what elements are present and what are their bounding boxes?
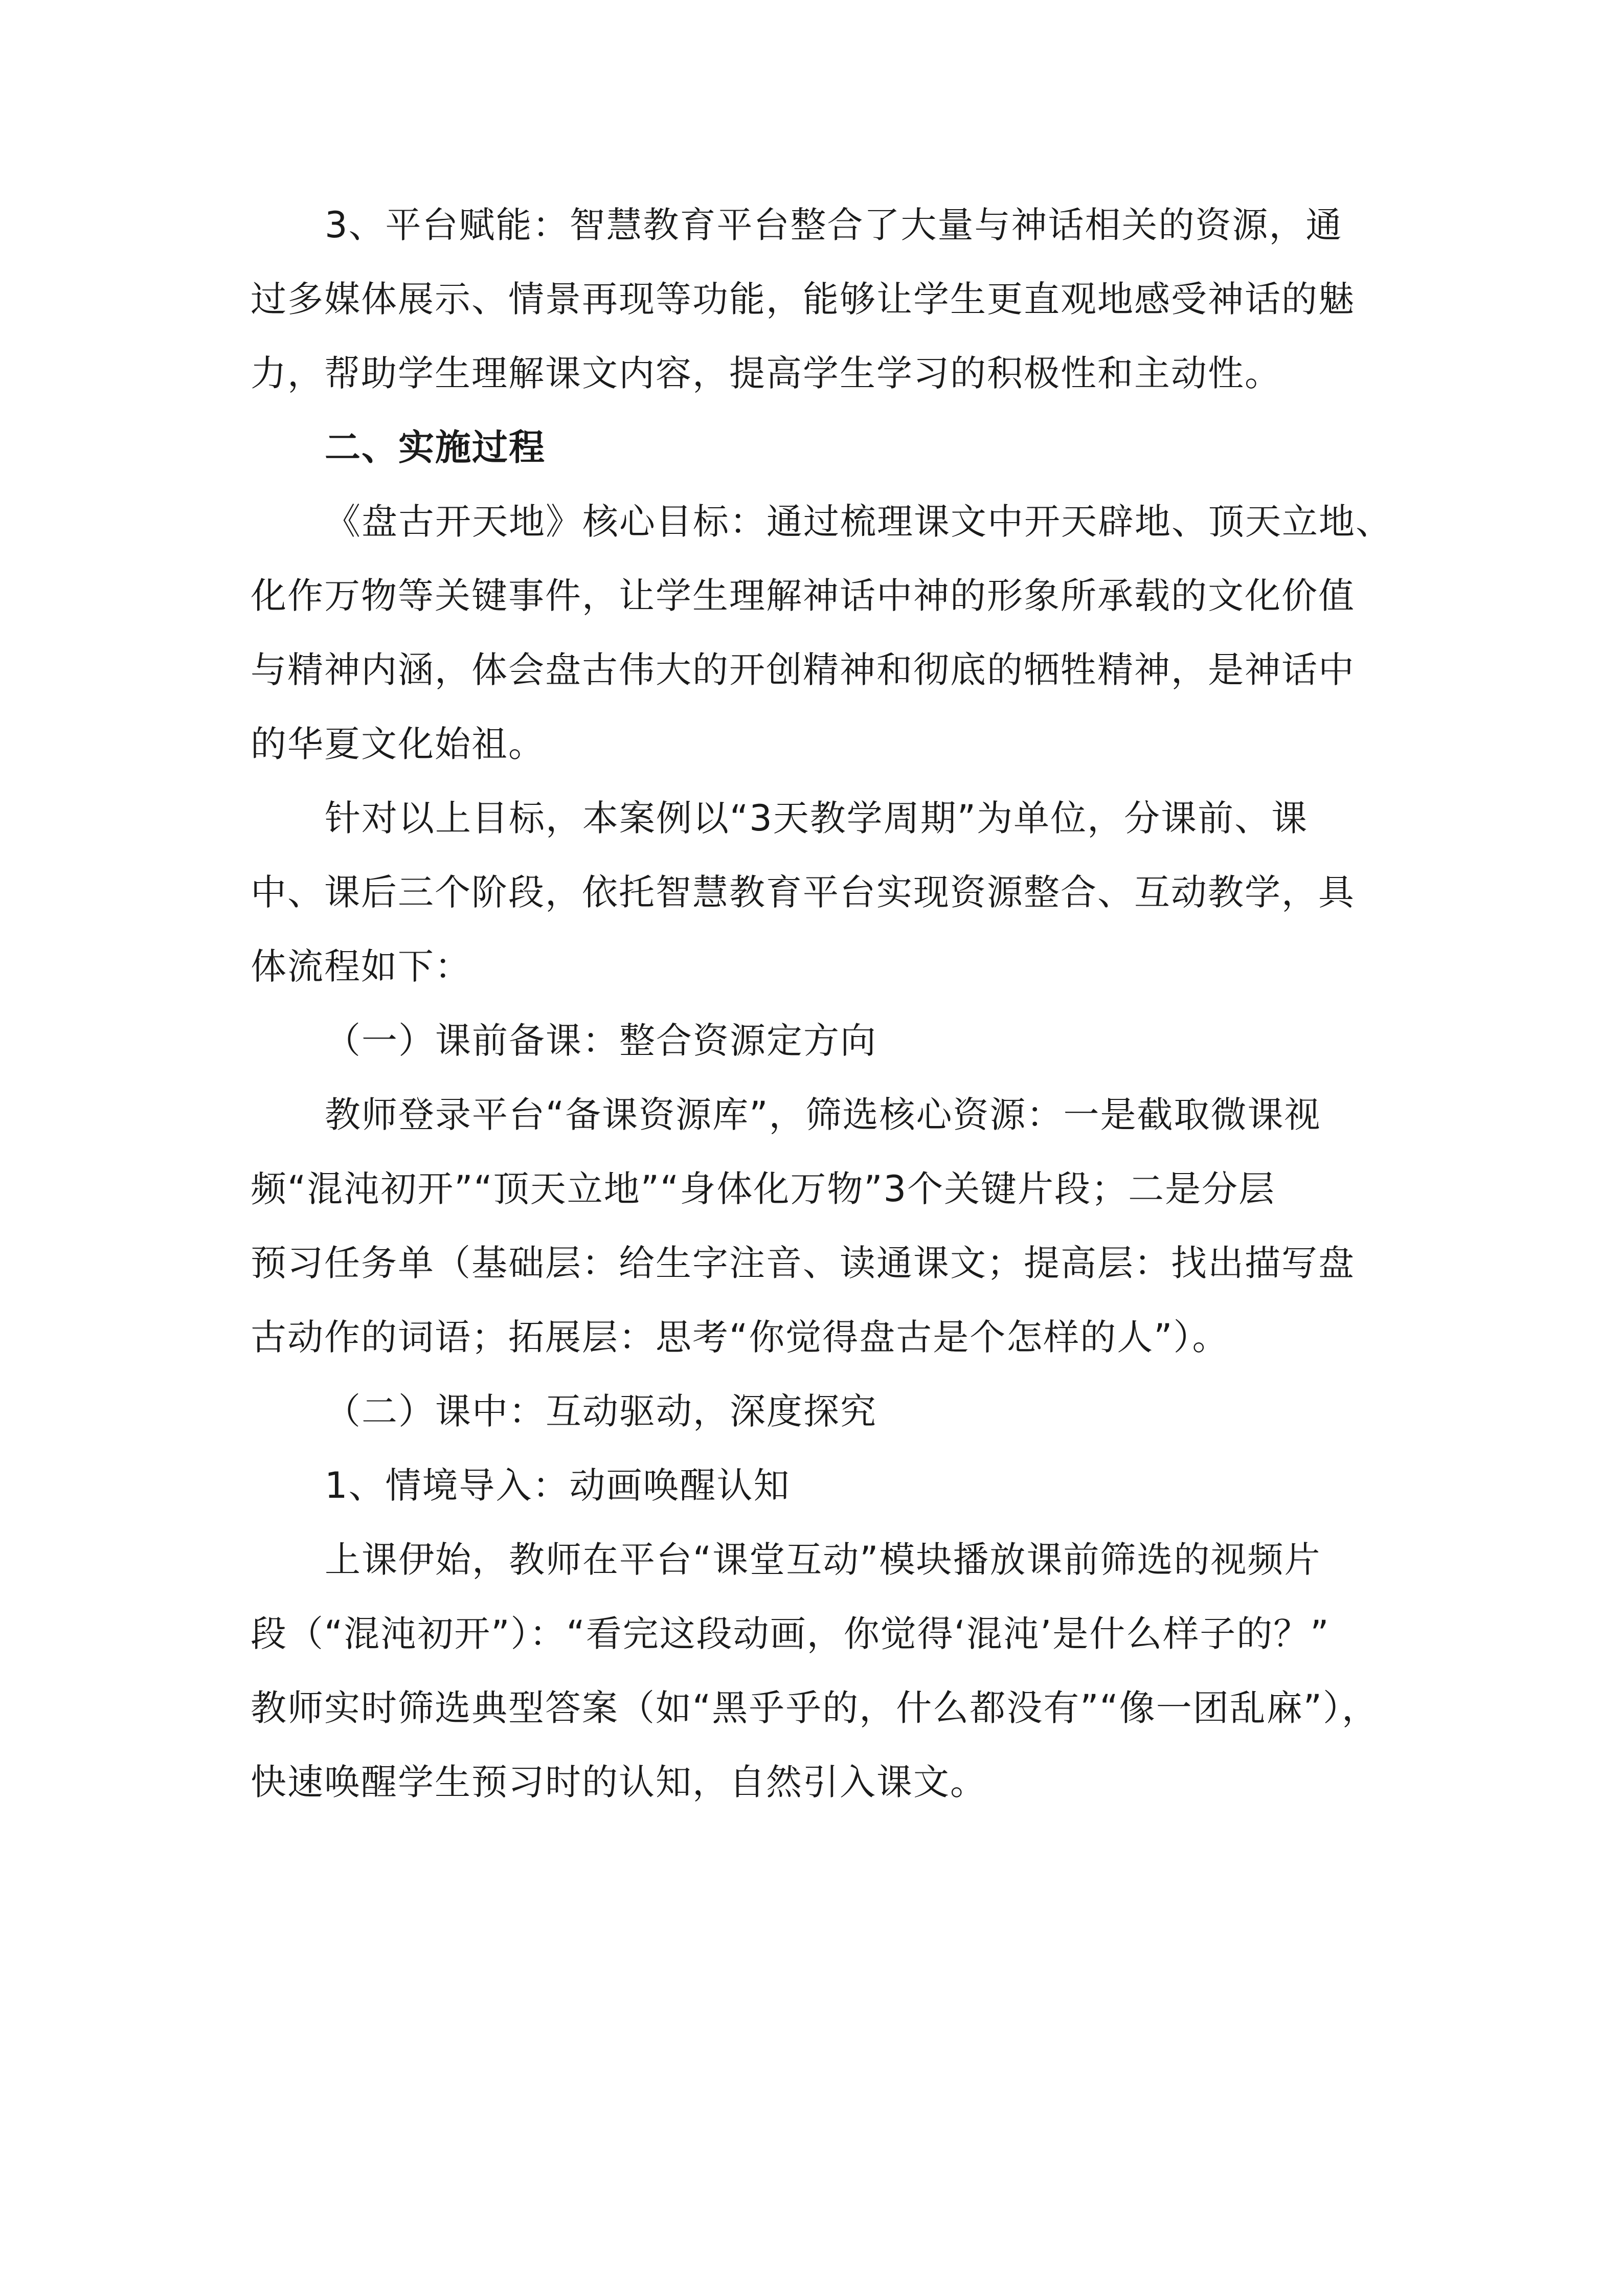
pre-class-line-2: 频“混沌初开”“顶天立地”“身体化万物”3个关键片段；二是分层 — [251, 1168, 1276, 1210]
core-goal-line-4: 的华夏文化始祖。 — [251, 723, 545, 765]
teaching-cycle-line-3: 体流程如下： — [251, 946, 471, 987]
core-goal-line-3: 与精神内涵，体会盘古伟大的开创精神和彻底的牺牲精神，是神话中 — [251, 649, 1355, 691]
situation-intro-line-4: 快速唤醒学生预习时的认知，自然引入课文。 — [251, 1761, 987, 1803]
pre-class-line-1: 教师登录平台“备课资源库”，筛选核心资源：一是截取微课视 — [325, 1094, 1321, 1136]
teaching-cycle-line-2: 中、课后三个阶段，依托智慧教育平台实现资源整合、互动教学，具 — [251, 871, 1355, 913]
situation-intro-line-3: 教师实时筛选典型答案（如“黑乎乎的，什么都没有”“像一团乱麻”）， — [251, 1687, 1379, 1729]
subheading-pre-class: （一）课前备课：整合资源定方向 — [325, 1020, 877, 1062]
section-heading-implementation: 二、实施过程 — [325, 426, 546, 468]
core-goal-line-1: 《盘古开天地》核心目标：通过梳理课文中开天辟地、顶天立地、 — [325, 501, 1392, 543]
platform-empowerment-line-1: 3、平台赋能：智慧教育平台整合了大量与神话相关的资源，通 — [325, 204, 1343, 246]
subheading-in-class: （二）课中：互动驱动，深度探究 — [325, 1390, 877, 1432]
situation-intro-line-2: 段（“混沌初开”）：“看完这段动画，你觉得‘混沌’是什么样子的？” — [251, 1613, 1330, 1655]
teaching-cycle-line-1: 针对以上目标，本案例以“3天教学周期”为单位，分课前、课 — [325, 797, 1309, 839]
platform-empowerment-line-3: 力，帮助学生理解课文内容，提高学生学习的积极性和主动性。 — [251, 352, 1281, 394]
pre-class-line-3: 预习任务单（基础层：给生字注音、读通课文；提高层：找出描写盘 — [251, 1242, 1355, 1284]
core-goal-line-2: 化作万物等关键事件，让学生理解神话中神的形象所承载的文化价值 — [251, 575, 1355, 617]
subheading-situation-intro: 1、情境导入：动画唤醒认知 — [325, 1465, 791, 1506]
situation-intro-line-1: 上课伊始，教师在平台“课堂互动”模块播放课前筛选的视频片 — [325, 1539, 1321, 1581]
platform-empowerment-line-2: 过多媒体展示、情景再现等功能，能够让学生更直观地感受神话的魅 — [251, 278, 1355, 320]
pre-class-line-4: 古动作的词语；拓展层：思考“你觉得盘古是个怎样的人”）。 — [251, 1316, 1229, 1358]
